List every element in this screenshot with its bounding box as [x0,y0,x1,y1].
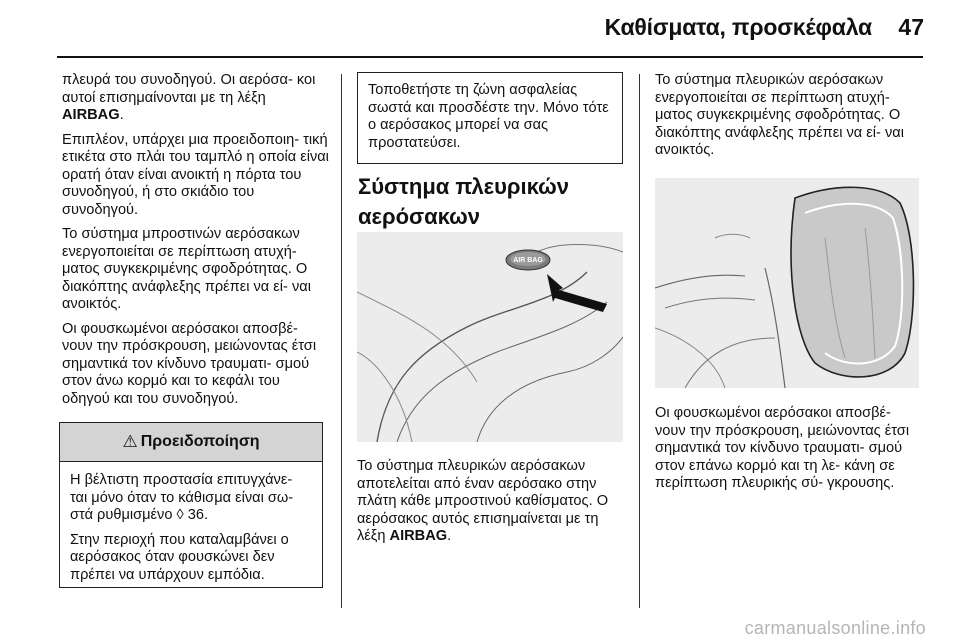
airbag-badge-label: AIR BAG [513,257,543,264]
warning-p1-text: Η βέλτιστη προστασία επιτυγχάνε- ται μόνο όταν το κάθισμα είναι σω- στά ρυθμισμένο [70,472,294,523]
page-header-title: Καθίσματα, προσκέφαλα [604,14,872,40]
warning-box [59,422,323,588]
section-title: Σύστημα πλευρικών αερόσακων [358,174,569,229]
airbag-keyword: AIRBAG [62,107,120,123]
header-rule [57,56,923,58]
watermark: carmanualsonline.info [744,618,926,638]
page-reference-icon: ◊ [176,507,184,523]
warning-triangle-icon: ⚠ [122,432,138,451]
warning-paragraph-1 [70,472,312,525]
column1-paragraph-3: Το σύστημα μπροστινών αερόσακων ενεργοποιείται σε περίπτωση ατυχή- ματος συγκεκριμένης σφοδρότητας. Ο διακόπτης ανάφλεξης πρέπει να εί- ναι ανοικτός. [62,226,311,312]
page-reference-link[interactable]: 36. [187,507,209,523]
column-divider-2 [639,74,640,608]
warning-paragraph-2: Στην περιοχή που καταλαμβάνει ο αερόσακος όταν φουσκώνει δεν πρέπει να υπάρχουν εμπόδια. [70,531,289,583]
column3-paragraph-2: Οι φουσκωμένοι αερόσακοι αποσβέ- νουν την πρόσκρουση, μειώνοντας έτσι σημαντικά τον κίνδυνο τραυματι- σμού στον επάνω κορμό και τη λε- κάνη σε περίπτωση πλευρικής σύ- γκρουσης. [655,405,910,491]
column1-paragraph-4: Οι φουσκωμένοι αερόσακοι αποσβέ- νουν την πρόσκρουση, μειώνοντας έτσι σημαντικά τον κίνδυνο τραυματι- σμού στον άνω κορμό και το κεφάλι του οδηγού και του συνοδηγού. [62,320,317,407]
side-airbag-seat-illustration [357,232,623,442]
column1-paragraph-2: Επιπλέον, υπάρχει μια προειδοποιη- τική ετικέτα στο πλάι του ταμπλό η οποία είναι ορατή όταν είναι ανοικτή η πόρτα του συνοδηγού, ή στο σκιάδιο του συνοδηγού. [62,131,329,218]
column1-paragraph-1 [62,72,330,125]
seat-drawing [357,232,623,442]
warning-header [60,423,322,462]
column2-p1-end: . [447,528,452,544]
page-number: 47 [898,14,924,40]
deployed-airbag-drawing [655,178,919,388]
column-1 [62,72,330,415]
warning-body [60,462,322,584]
column2-p1-text: Το σύστημα πλευρικών αερόσακων αποτελείται από έναν αερόσακο στην πλάτη κάθε μπροστινού καθίσματος. Ο αερόσακος αυτός επισημαίνεται με τη λέξη [357,458,609,544]
airbag-keyword-2: AIRBAG [389,528,448,544]
column-divider-1 [341,74,342,608]
column1-p1-text: πλευρά του συνοδηγού. Οι αερόσα- κοι αυτοί επισημαίνονται με τη λέξη [62,72,316,106]
warning-title: Προειδοποίηση [140,433,260,450]
column1-p1-end: . [119,107,124,123]
deployed-side-airbag-illustration [655,178,919,388]
column3-paragraph-1: Το σύστημα πλευρικών αερόσακων ενεργοποιείται σε περίπτωση ατυχή- ματος συγκεκριμένης σφοδρότητας. Ο διακόπτης ανάφλεξης πρέπει να εί- ναι ανοικτός. [655,72,904,158]
column2-paragraph-1 [357,458,627,546]
seatbelt-note-box: Τοποθετήστε τη ζώνη ασφαλείας σωστά και προσδέστε την. Μόνο τότε ο αερόσακος μπορεί να σας προστατεύσει. [357,72,623,164]
